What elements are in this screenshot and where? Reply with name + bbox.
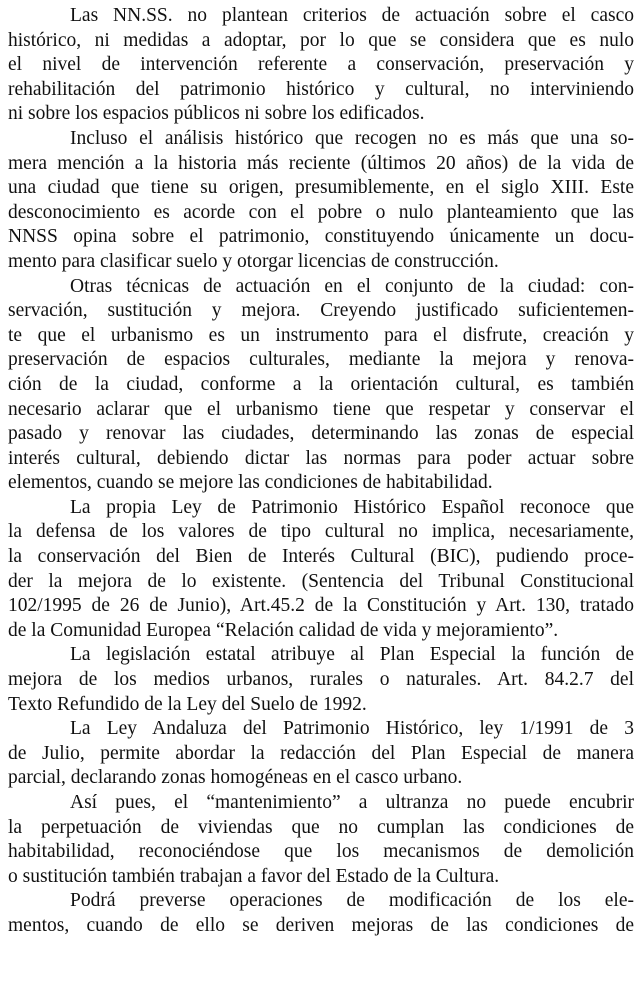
text-line: necesario aclarar que el urbanismo tiene que respetar y conservar el	[8, 398, 634, 420]
text-line: mejora de los medios urbanos, rurales o naturales. Art. 84.2.7 del	[8, 669, 634, 691]
text-line: Texto Refundido de la Ley del Suelo de 1992.	[8, 693, 367, 715]
text-line: te que el urbanismo es un instrumento para el disfrute, creación y	[8, 324, 634, 346]
text-line: mera mención a la historia más reciente (últimos 20 años) de la vida de	[8, 152, 634, 174]
paragraph-historical-analysis	[8, 127, 634, 275]
text-line: ni sobre los espacios públicos ni sobre los edificados.	[8, 103, 425, 125]
text-line: mento para clasificar suelo y otorgar licencias de construcción.	[8, 250, 499, 272]
text-line: Así pues, el “mantenimiento” a ultranza no puede encubrir	[70, 792, 634, 813]
text-line: Otras técnicas de actuación en el conjunto de la ciudad: con-	[70, 275, 634, 297]
text-line: preservación de espacios culturales, mediante la mejora y renova-	[8, 349, 634, 371]
text-line: la perpetuación de viviendas que no cumplan las condiciones de	[8, 816, 634, 838]
text-line: La Ley Andaluza del Patrimonio Histórico, ley 1/1991 de 3	[70, 718, 634, 740]
text-line: Podrá preverse operaciones de modificación de los ele-	[70, 890, 634, 912]
text-line: una ciudad que tiene su origen, presumiblemente, en el siglo XIII. Este	[8, 177, 634, 199]
text-line: el nivel de intervención referente a conservación, preservación y	[8, 54, 634, 76]
text-line: elementos, cuando se mejore las condiciones de habitabilidad.	[8, 472, 493, 494]
text-line: ción de la ciudad, conforme a la orientación cultural, es también	[8, 373, 634, 395]
text-line: La legislación estatal atribuye al Plan Especial la función de	[70, 644, 634, 666]
text-line: la defensa de los valores de tipo cultural no implica, necesariamente,	[8, 521, 634, 543]
paragraph-state-legislation	[8, 643, 634, 717]
text-line: NNSS opina sobre el patrimonio, constituyendo únicamente un docu-	[8, 226, 634, 248]
text-line: habitabilidad, reconociéndose que los mecanismos de demolición	[8, 841, 634, 863]
text-line: de Julio, permite abordar la redacción del Plan Especial de manera	[8, 742, 634, 764]
text-line: Incluso el análisis histórico que recogen no es más que una so-	[70, 127, 634, 149]
paragraph-maintenance	[8, 791, 634, 889]
paragraph-heritage-law	[8, 496, 634, 644]
text-line: de la Comunidad Europea “Relación calidad de vida y mejoramiento”.	[8, 619, 559, 641]
document-page	[8, 4, 634, 939]
text-line: rehabilitación del patrimonio histórico y cultural, no interviniendo	[8, 78, 634, 100]
text-line: servación, sustitución y mejora. Creyendo justificado suficientemen-	[8, 300, 634, 322]
paragraph-modification-operations	[8, 889, 634, 938]
text-line: La propia Ley de Patrimonio Histórico Español reconoce que	[70, 496, 634, 518]
paragraph-andalusian-law	[8, 717, 634, 791]
text-line: histórico, ni medidas a adoptar, por lo que se considera que es nulo	[8, 29, 634, 51]
text-line: la conservación del Bien de Interés Cultural (BIC), pudiendo proce-	[8, 546, 634, 568]
text-line: interés cultural, debiendo dictar las normas para poder actuar sobre	[8, 447, 634, 469]
paragraph-other-techniques	[8, 275, 634, 496]
text-line: 102/1995 de 26 de Junio), Art.45.2 de la Constitución y Art. 130, tratado	[8, 595, 634, 617]
text-line: desconocimiento es acorde con el pobre o nulo planteamiento que las	[8, 201, 634, 223]
text-line: pasado y renovar las ciudades, determinando las zonas de especial	[8, 423, 634, 445]
paragraph-nnss-criteria	[8, 4, 634, 127]
text-line: Las NN.SS. no plantean criterios de actuación sobre el casco	[70, 5, 634, 26]
text-line: parcial, declarando zonas homogéneas en el casco urbano.	[8, 767, 463, 789]
text-line: der la mejora de lo existente. (Sentencia del Tribunal Constitucional	[8, 570, 634, 592]
text-line: mentos, cuando de ello se deriven mejoras de las condiciones de	[8, 914, 634, 936]
text-line: o sustitución también trabajan a favor del Estado de la Cultura.	[8, 865, 500, 887]
